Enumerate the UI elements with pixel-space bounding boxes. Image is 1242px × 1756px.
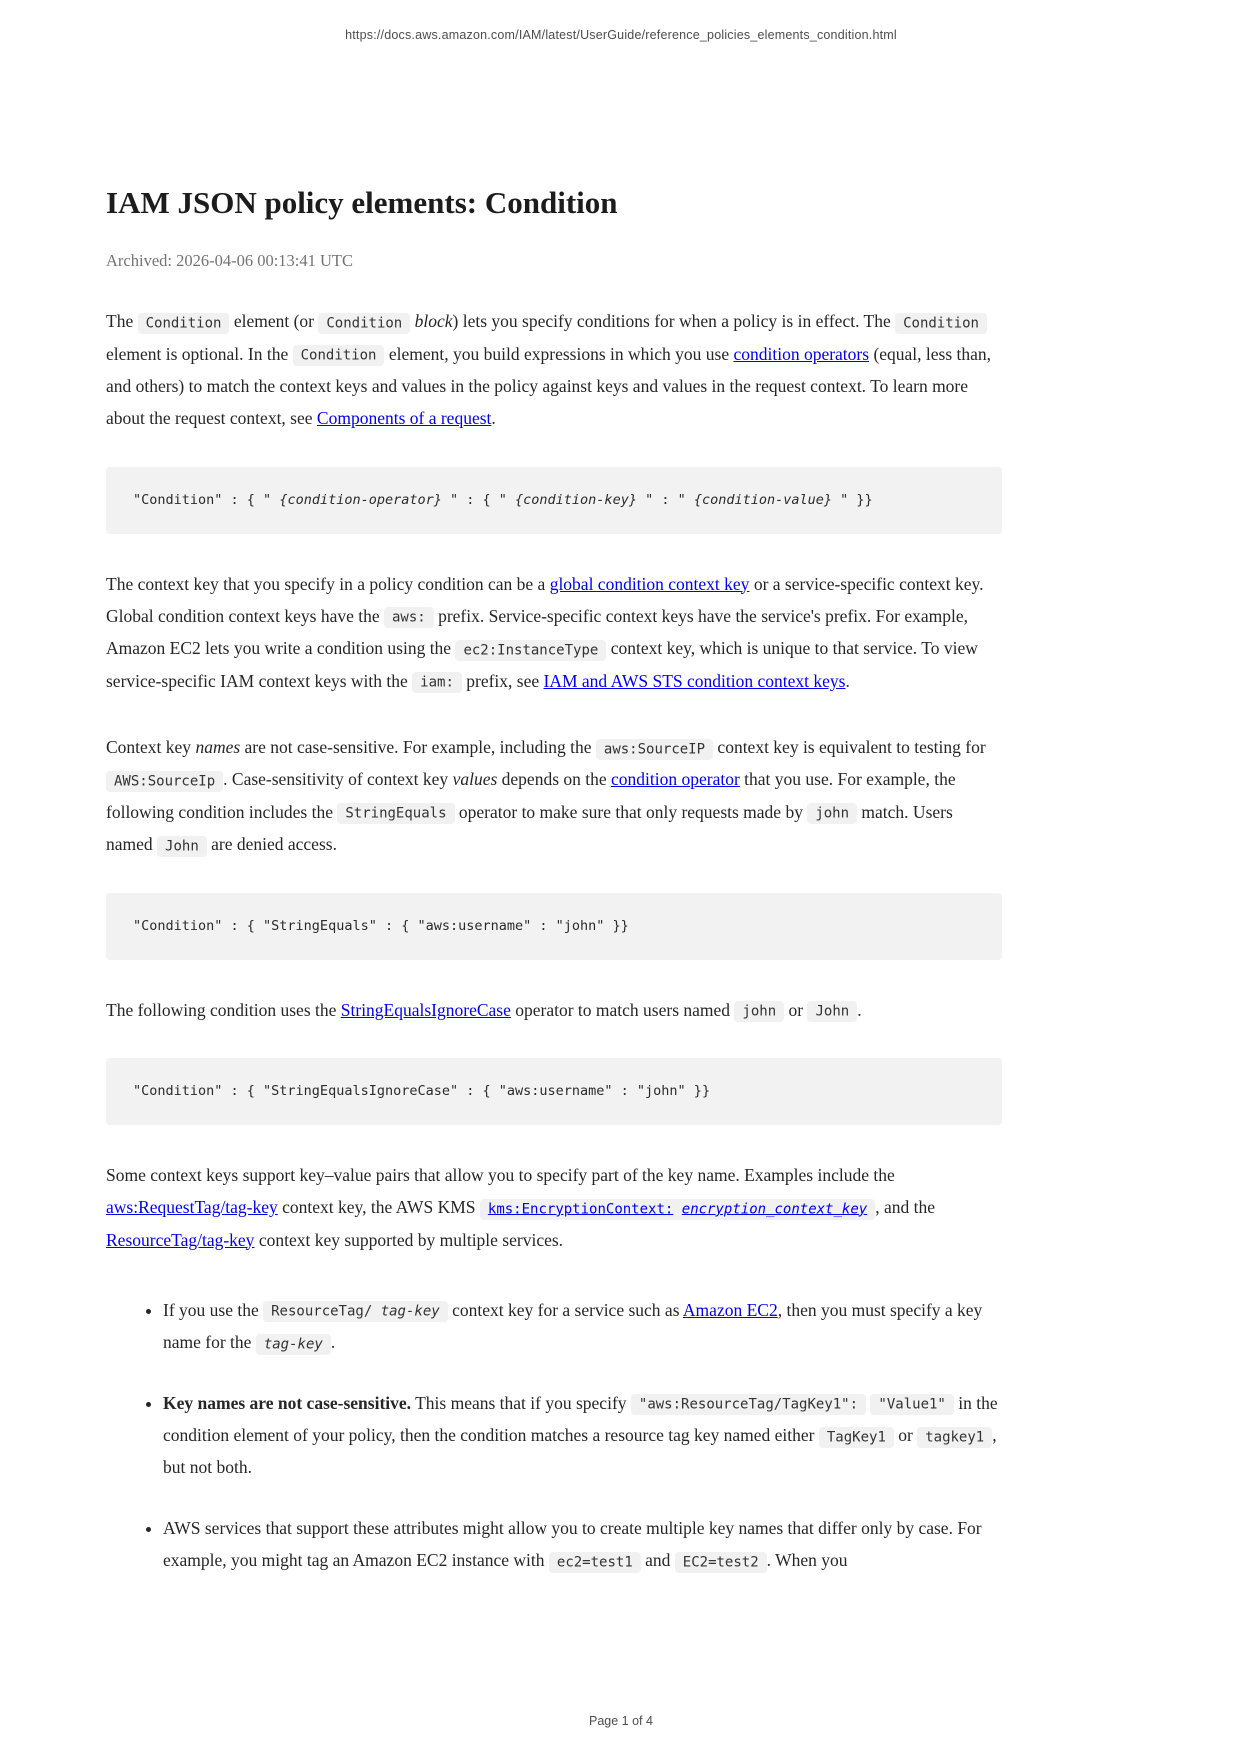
inline-code: Condition (138, 313, 230, 334)
list-item: • If you use the ResourceTag/ tag-key context key for a service such as Amazon EC2, then you must specify a key name for the tag-key . (163, 1294, 1002, 1359)
inline-code: iam: (412, 672, 462, 693)
emphasis: names (195, 737, 241, 758)
text-link[interactable]: Components of a request (316, 408, 492, 429)
archived-timestamp: Archived: 2026-04-06 00:13:41 UTC (106, 251, 354, 271)
inline-code: john (807, 803, 857, 824)
page-number: Page 1 of 4 (589, 1714, 653, 1728)
page-title: IAM JSON policy elements: Condition (106, 185, 618, 220)
inline-code: john (734, 1001, 784, 1022)
inline-code (480, 1199, 875, 1220)
code-link[interactable]: kms:EncryptionContext: (487, 1201, 674, 1218)
text-link[interactable]: condition operators (733, 343, 870, 364)
paragraph: Some context keys support key–value pairs that allow you to specify part of the key name. Examples include the aws:RequestTag/tag-key context key, the AWS KMS kms:EncryptionContext: encryption_context_key , and the ResourceTag/tag-key context key supported by multiple services. (106, 1164, 935, 1250)
emphasis: values (452, 769, 498, 790)
inline-code: John (157, 836, 207, 857)
inline-code: AWS:SourceIp (106, 771, 223, 792)
text-link[interactable]: ResourceTag/tag-key (106, 1229, 255, 1250)
inline-code: tagkey1 (917, 1427, 992, 1448)
inline-code: StringEquals (337, 803, 454, 824)
inline-code: aws:SourceIP (596, 739, 713, 760)
inline-code: Condition (293, 345, 385, 366)
code-block (106, 467, 1002, 534)
article (106, 0, 1002, 1577)
code-text: "Condition" : { " {condition-operator} " : { " {condition-key} " : " {condition-value} " }} (133, 491, 873, 508)
paragraph: The context key that you specify in a policy condition can be a global condition context key or a service-specific context key. Global condition context keys have the aws: prefix. Service-specific context keys have the service's prefix. For example, Amazon EC2 lets you write a condition using the ec2:InstanceType context key, which is unique to that service. To view service-specific IAM context keys with the iam: prefix, see IAM and AWS STS condition context keys. (106, 568, 1002, 698)
code-text: "Condition" : { "StringEqualsIgnoreCase" : { "aws:username" : "john" }} (133, 1082, 711, 1099)
archive-url: https://docs.aws.amazon.com/IAM/latest/UserGuide/reference_policies_elements_condition.html (345, 28, 897, 42)
replaceable-text: {condition-value} (693, 491, 833, 508)
bullet-list (106, 1294, 1002, 1577)
replaceable-text: tag-key (263, 1336, 323, 1353)
replaceable-text: encryption_context_key (681, 1201, 868, 1218)
inline-code: "aws:ResourceTag/TagKey1": (631, 1394, 866, 1415)
inline-code: ResourceTag/ tag-key (263, 1301, 448, 1322)
inline-code: ec2=test1 (549, 1552, 641, 1573)
paragraph: The Condition element (or Condition block) lets you specify conditions for when a policy is in effect. The Condition element is optional. In the Condition element, you build expressions in which you use condition operators (equal, less than, and others) to match the context keys and values in the policy against keys and values in the request context. To learn more about the request context, see Components of a request. (106, 311, 992, 429)
code-link[interactable] (682, 1201, 867, 1217)
inline-code: "Value1" (870, 1394, 953, 1415)
text-link[interactable]: aws:RequestTag/tag-key (106, 1197, 278, 1218)
inline-code: Condition (895, 313, 987, 334)
replaceable-text: tag-key (380, 1303, 440, 1320)
paragraph: The following condition uses the StringEqualsIgnoreCase operator to match users named john or John . (106, 994, 1002, 1026)
code-text: "Condition" : { "StringEquals" : { "aws:username" : "john" }} (133, 917, 629, 934)
code-block (106, 1058, 1002, 1125)
list-item: • AWS services that support these attributes might allow you to create multiple key names that differ only by case. For example, you might tag an Amazon EC2 instance with ec2=test1 and EC2=test2 . When you (163, 1512, 1002, 1577)
inline-code (256, 1334, 331, 1355)
inline-code: John (807, 1001, 857, 1022)
inline-code: TagKey1 (819, 1427, 894, 1448)
text-link[interactable]: Amazon EC2 (682, 1299, 778, 1320)
list-item: • Key names are not case-sensitive. This means that if you specify "aws:ResourceTag/TagKey1": "Value1" in the condition element of your policy, then the condition matches a resource tag key named either TagKey1 or tagkey1 , but not both. (163, 1387, 1002, 1484)
text-link[interactable]: IAM and AWS STS condition context keys (543, 670, 846, 691)
inline-code: aws: (384, 607, 434, 628)
replaceable-text: {condition-operator} (279, 491, 442, 508)
text-link[interactable]: global condition context key (549, 573, 750, 594)
text-link[interactable]: condition operator (611, 769, 740, 790)
article-body (106, 305, 1002, 1576)
paragraph: Context key names are not case-sensitive. For example, including the aws:SourceIP context key is equivalent to testing for AWS:SourceIp . Case-sensitivity of context key values depends on the condition operator that you use. For example, the following condition includes the StringEquals operator to make sure that only requests made by john match. Users named John are denied access. (106, 731, 1002, 861)
inline-code: EC2=test2 (675, 1552, 767, 1573)
emphasis: block (414, 311, 453, 332)
replaceable-text: {condition-key} (515, 491, 637, 508)
strong-text: Key names are not case-sensitive. (163, 1392, 412, 1413)
code-block (106, 893, 1002, 960)
text-link[interactable]: StringEqualsIgnoreCase (340, 999, 511, 1020)
inline-code: ec2:InstanceType (455, 640, 606, 661)
inline-code: Condition (318, 313, 410, 334)
